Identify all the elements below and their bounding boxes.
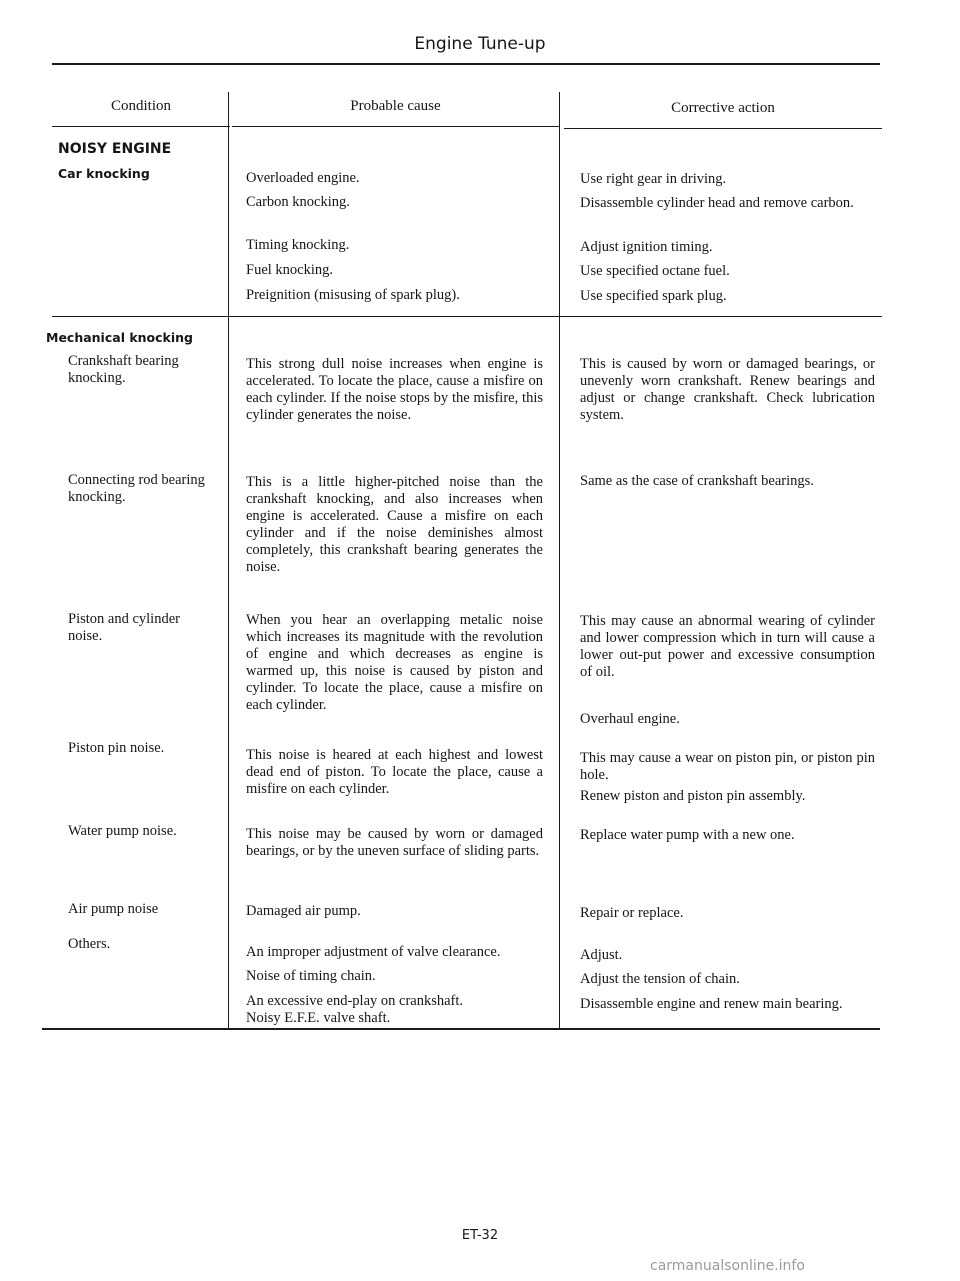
cause-text: When you hear an overlapping metalic noise which increases its magnitude with the revolution of engine and which decreases as engine is warmed up, this noise is caused by piston and cylinder. To locate the place, cause a misfire on each cylinder. [246,612,543,713]
cause-text: Fuel knocking. [246,262,333,278]
column-header-action: Corrective action [671,100,775,116]
action-text: This may cause a wear on piston pin, or piston pin hole. [580,750,875,783]
cause-text: Timing knocking. [246,237,350,253]
watermark-text: carmanualsonline.info [650,1258,805,1274]
condition-text: Water pump noise. [68,823,177,839]
car-knocking-label: Car knocking [58,166,150,181]
page-title: Engine Tune-up [414,34,546,54]
action-text: Adjust. [580,947,623,963]
action-text: Disassemble cylinder head and remove carbon. [580,195,854,211]
column-divider-2 [559,92,560,1029]
cause-text: This strong dull noise increases when engine is accelerated. To locate the place, cause a misfire on each cylinder. If the noise stops by the misfire, this cylinder generates the noise. [246,356,543,423]
action-text: This is caused by worn or damaged bearings, or unevenly worn crankshaft. Renew bearings and adjust or change crankshaft. Check lubrication system. [580,356,875,423]
action-text: Use right gear in driving. [580,171,727,187]
section-divider [52,316,882,317]
header-underline-cause [232,126,559,127]
action-text: Repair or replace. [580,905,684,921]
cause-text: An excessive end-play on crankshaft. [246,993,464,1009]
action-text: Adjust the tension of chain. [580,971,740,987]
action-text: Disassemble engine and renew main bearing. [580,996,843,1012]
action-text: Use specified octane fuel. [580,263,730,279]
header-underline-condition [52,126,230,127]
action-text: Replace water pump with a new one. [580,827,795,843]
cause-text: Overloaded engine. [246,170,360,186]
cause-text: Damaged air pump. [246,903,361,919]
page-number: ET-32 [461,1228,499,1243]
cause-text: Noise of timing chain. [246,968,376,984]
cause-text: This noise is heared at each highest and lowest dead end of piston. To locate the place, cause a misfire on each cylinder. [246,747,543,797]
action-text: Overhaul engine. [580,711,680,727]
cause-text: Carbon knocking. [246,194,350,210]
header-underline-action [564,128,882,129]
action-text: Adjust ignition timing. [580,239,713,255]
mechanical-knocking-label: Mechanical knocking [46,330,193,345]
condition-text: Piston and cylinder noise. [68,611,180,644]
section-title: NOISY ENGINE [58,141,172,157]
condition-text: Connecting rod bearing knocking. [68,472,205,505]
condition-text: Crankshaft bearing knocking. [68,353,179,386]
cause-text: Preignition (misusing of spark plug). [246,287,460,303]
action-text: Renew piston and piston pin assembly. [580,788,806,804]
cause-text: An improper adjustment of valve clearance. [246,944,501,960]
column-header-condition: Condition [110,98,171,114]
cause-text: This is a little higher-pitched noise than the crankshaft knocking, and also increases when engine is accelerated. Cause a misfire on each cylinder and if the noise deminishes almost completely, this crankshaft bearing generates the noise. [246,474,543,575]
bottom-rule [42,1028,880,1030]
condition-text: Air pump noise [68,901,159,917]
condition-text: Others. [68,936,111,952]
top-rule [52,63,880,65]
action-text: This may cause an abnormal wearing of cylinder and lower compression which in turn will cause a lower out-put power and excessive consumption of oil. [580,613,875,680]
column-header-cause: Probable cause [350,98,441,114]
action-text: Same as the case of crankshaft bearings. [580,473,814,489]
cause-text: This noise may be caused by worn or damaged bearings, or by the uneven surface of sliding parts. [246,826,543,859]
column-divider-1 [228,92,229,1029]
cause-text: Noisy E.F.E. valve shaft. [246,1010,391,1026]
action-text: Use specified spark plug. [580,288,727,304]
condition-text: Piston pin noise. [68,740,165,756]
